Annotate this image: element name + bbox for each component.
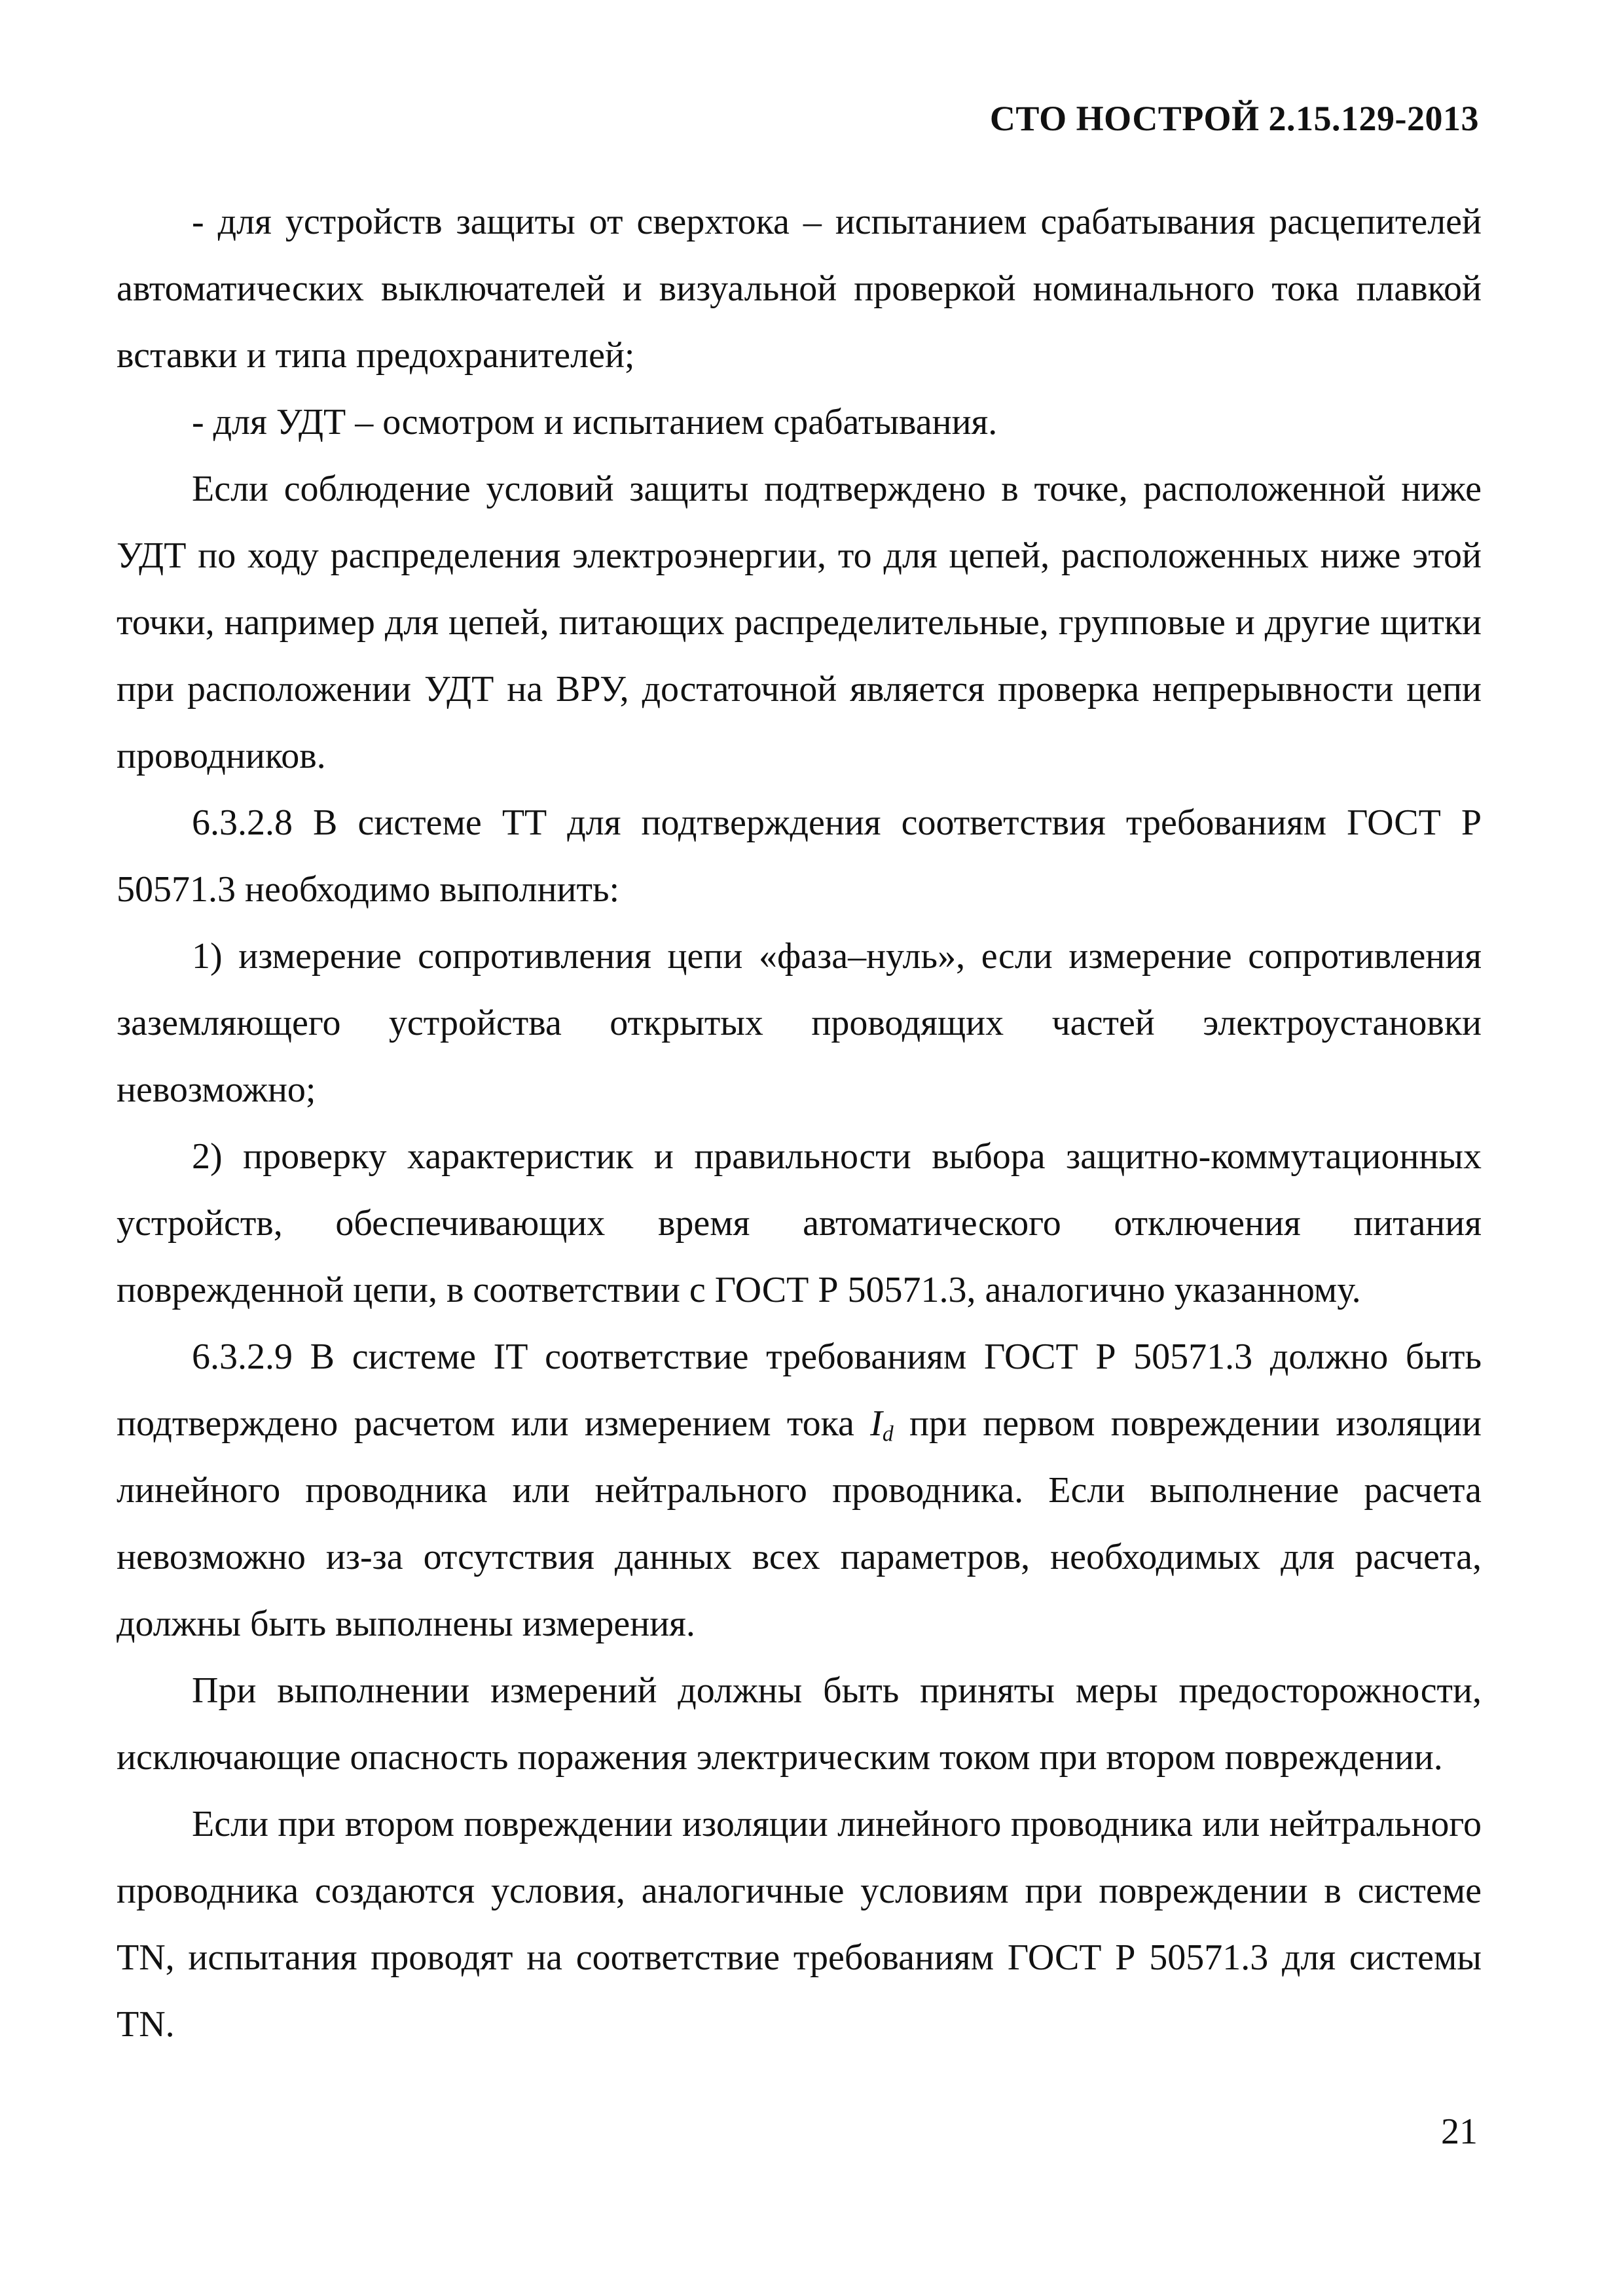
paragraph-6-3-2-9 <box>117 1323 1482 1657</box>
paragraph-item-2: 2) проверку характеристик и правильности выбора защитно-коммутационных устройств, обеспечивающих время автоматического отключения питания поврежденной цепи, в соответствии с ГОСТ Р 50571.3, аналогично указанному. <box>117 1136 1482 1310</box>
document-header: СТО НОСТРОЙ 2.15.129-2013 <box>989 99 1479 138</box>
paragraph-6-3-2-9-before: 6.3.2.9 В системе IT соответствие требованиям ГОСТ Р 50571.3 должно быть подтверждено расчетом или измерением тока <box>117 1336 1482 1444</box>
paragraph-item-1: 1) измерение сопротивления цепи «фаза–нуль», если измерение сопротивления заземляющего устройства открытых проводящих частей электроустановки невозможно; <box>117 936 1482 1110</box>
paragraph-protection-conditions: Если соблюдение условий защиты подтверждено в точке, расположенной ниже УДТ по ходу распределения электроэнергии, то для цепей, расположенных ниже этой точки, например для цепей, питающих распределительные, групповые и другие щитки при расположении УДТ на ВРУ, достаточной является проверка непрерывности цепи проводников. <box>117 469 1482 776</box>
paragraph-overcurrent-protection: - для устройств защиты от сверхтока – испытанием срабатывания расцепителей автоматических выключателей и визуальной проверкой номинального тока плавкой вставки и типа предохранителей; <box>117 202 1482 376</box>
paragraph-6-3-2-8: 6.3.2.8 В системе ТТ для подтверждения соответствия требованиям ГОСТ Р 50571.3 необходимо выполнить: <box>117 802 1482 910</box>
document-body <box>117 188 1482 2058</box>
current-symbol: $I_d$ <box>870 1403 894 1446</box>
paragraph-precautions: При выполнении измерений должны быть приняты меры предосторожности, исключающие опасность поражения электрическим током при втором повреждении. <box>117 1670 1482 1778</box>
page-number: 21 <box>1441 2111 1478 2152</box>
paragraph-rcd-check: - для УДТ – осмотром и испытанием срабатывания. <box>192 402 998 442</box>
paragraph-second-fault: Если при втором повреждении изоляции линейного проводника или нейтрального проводника создаются условия, аналогичные условиям при повреждении в системе TN, испытания проводят на соответствие требованиям ГОСТ Р 50571.3 для системы TN. <box>117 1804 1482 2045</box>
paragraph-6-3-2-9-after: при первом повреждении изоляции линейного проводника или нейтрального проводника. Если выполнение расчета невозможно из-за отсутствия данных всех параметров, необходимых для расчета, должны быть выполнены измерения. <box>117 1403 1482 1644</box>
